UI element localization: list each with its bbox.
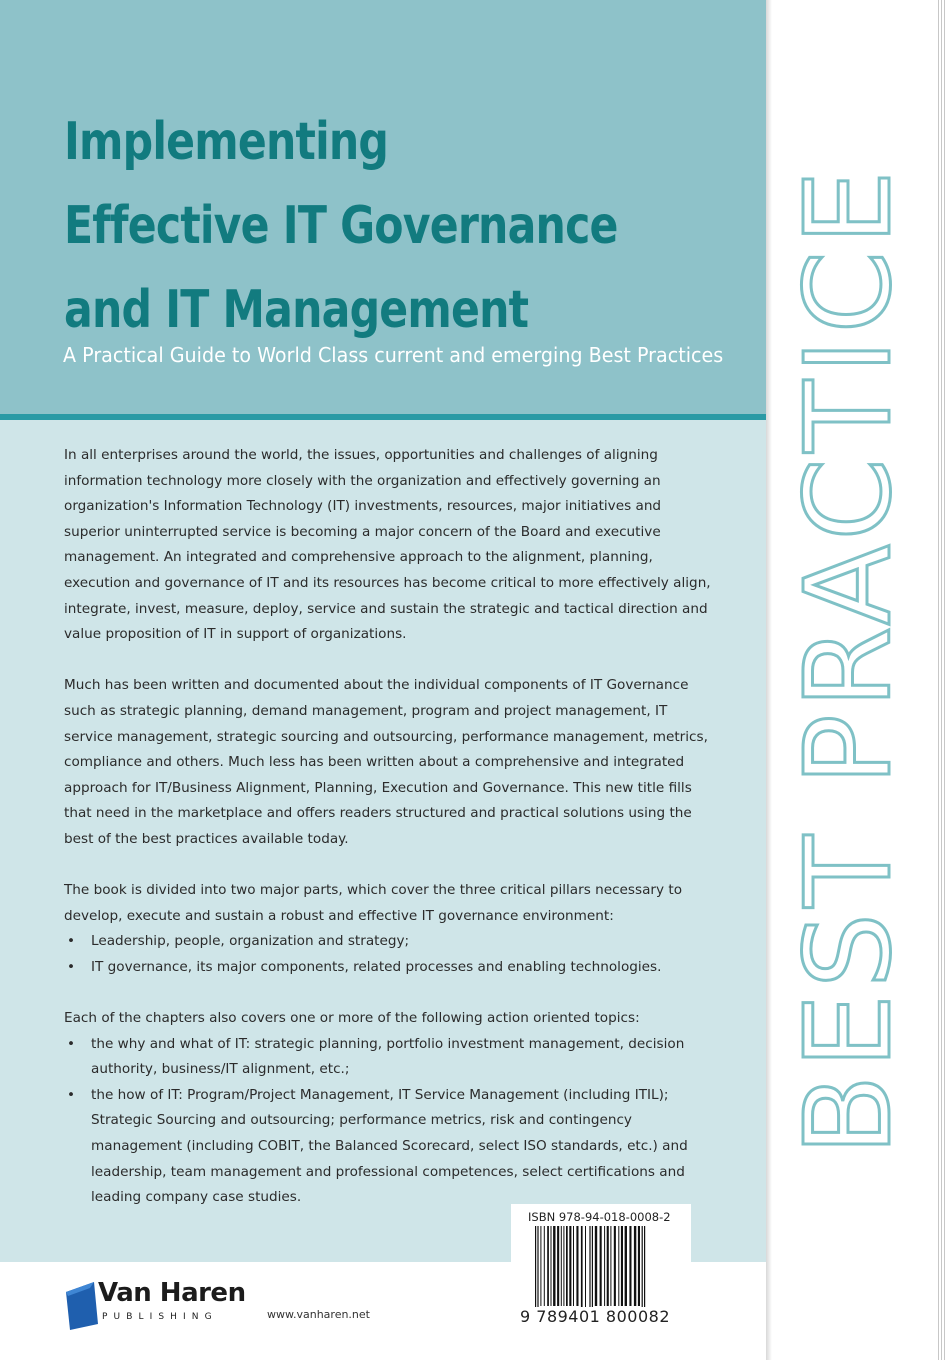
publisher-logo[interactable] <box>64 1276 254 1336</box>
list-item: • Leadership, people, organization and strategy; <box>64 929 714 955</box>
publisher-website[interactable]: www.vanharen.net <box>267 1308 370 1321</box>
title-line-2: Effective IT Governance <box>64 196 618 256</box>
publisher-sub: PUBLISHING <box>102 1312 218 1322</box>
title-line-1: Implementing <box>64 112 389 172</box>
isbn-label: ISBN 978-94-018-0008-2 <box>528 1210 671 1224</box>
paragraph-parts: The book is divided into two major parts, which cover the three critical pillars necessary to develop, execute and sustain a robust and effective IT governance environment: <box>64 882 683 924</box>
page-edges <box>938 0 946 1360</box>
paragraph-intro: In all enterprises around the world, the issues, opportunities and challenges of aligning information technology more closely with the organization and effectively governing an organization's Information Technology (IT) investments, resources, major initiatives and superior uninterrupted service is becoming a major concern of the Board and executive management. An integrated and comprehensive approach to the alignment, planning, execution and governance of IT and its resources has become critical to more effectively align, integrate, invest, measure, deploy, service and sustain the strategic and tactical direction and value proposition of IT in support of organizations. <box>64 447 711 643</box>
title-line-3: and IT Management <box>64 280 529 340</box>
parts-list <box>64 929 714 980</box>
spine-shadow <box>766 0 772 1360</box>
publisher-name: Van Haren <box>98 1278 246 1308</box>
blurb <box>64 443 714 1236</box>
bullet-icon: • <box>66 933 76 950</box>
list-item: • IT governance, its major components, related processes and enabling technologies. <box>64 955 714 981</box>
paragraph-topics: Each of the chapters also covers one or more of the following action oriented topics: <box>64 1010 640 1027</box>
list-item: • the why and what of IT: strategic planning, portfolio investment management, decision authority, business/IT alignment, etc.; <box>64 1032 714 1083</box>
topics-list <box>64 1032 714 1211</box>
book-subtitle: A Practical Guide to World Class current and emerging Best Practices <box>63 343 724 367</box>
header-divider <box>0 414 766 420</box>
spine-label: BEST PRACTICE <box>779 164 917 1156</box>
bullet-icon: • <box>66 1035 76 1052</box>
barcode-digits: 9 789401 800082 <box>520 1307 671 1326</box>
paragraph-gap: Much has been written and documented about the individual components of IT Governance such as strategic planning, demand management, program and project management, IT service management, strategic sourcing and outsourcing, performance management, metrics, compliance and others. Much less has been written about a comprehensive and integrated approach for IT/Business Alignment, Planning, Execution and Governance. This new title fills that need in the marketplace and offers readers structured and practical solutions using the best of the best practices available today. <box>64 677 708 847</box>
list-item: • the how of IT: Program/Project Management, IT Service Management (including ITIL); Strategic Sourcing and outsourcing; performance metrics, risk and contingency management (including COBIT, the Balanced Scorecard, select ISO standards, etc.) and leadership, team management and professional competences, select certifications and leading company case studies. <box>64 1083 714 1211</box>
book-title <box>64 100 618 352</box>
bullet-icon: • <box>66 1086 76 1103</box>
bullet-icon: • <box>66 958 76 975</box>
